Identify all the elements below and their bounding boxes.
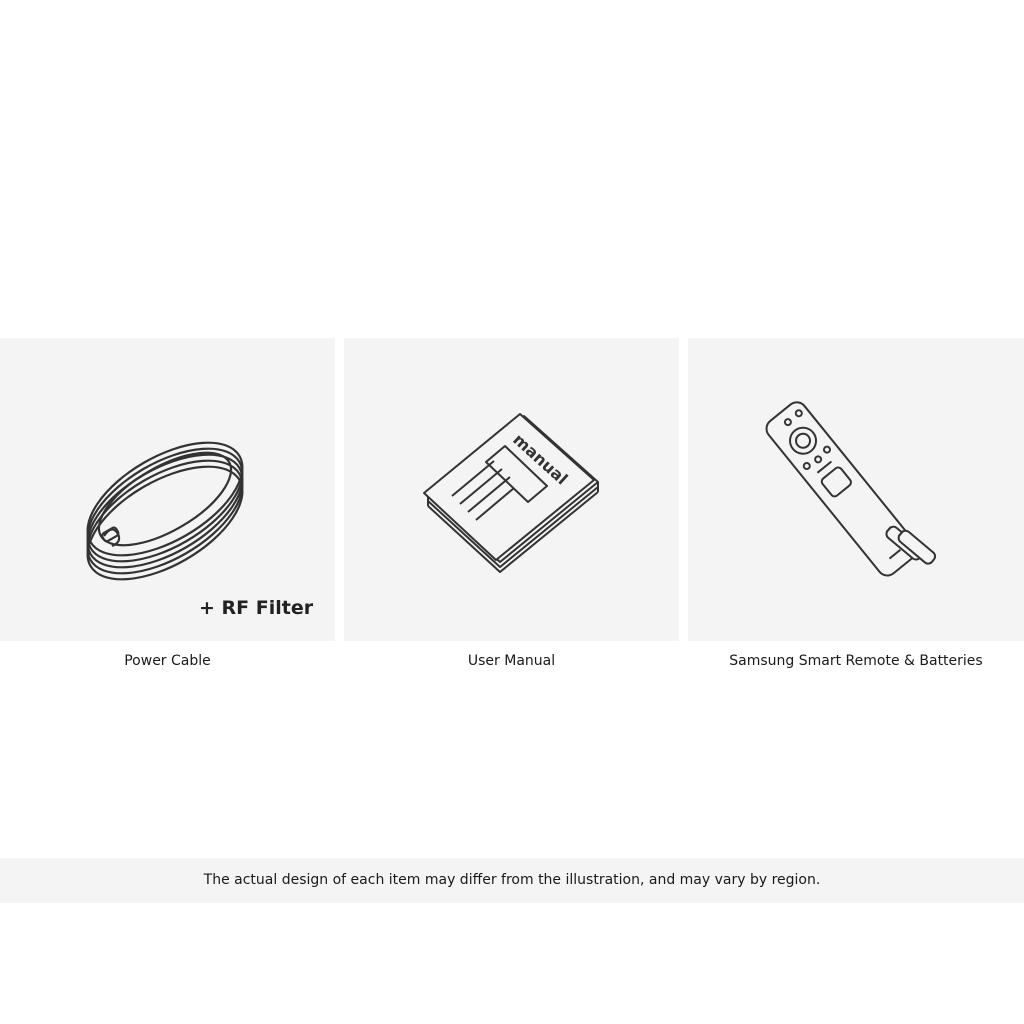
user-manual-card <box>344 338 679 641</box>
user-manual-caption: User Manual <box>467 653 556 669</box>
rf-filter-label: + RF Filter <box>199 597 314 619</box>
manual-cover-text: manual <box>509 429 572 489</box>
remote-control-icon <box>688 338 1024 641</box>
remote-batteries-caption: Samsung Smart Remote & Batteries <box>729 653 983 669</box>
power-cable-caption: Power Cable <box>124 653 211 669</box>
manual-book-icon <box>344 338 679 641</box>
remote-batteries-card <box>688 338 1024 641</box>
power-cable-card <box>0 338 335 641</box>
disclaimer-bar <box>0 858 1024 903</box>
disclaimer-text: The actual design of each item may differ from the illustration, and may vary by region. <box>203 872 821 888</box>
coiled-cable-icon <box>0 338 335 641</box>
